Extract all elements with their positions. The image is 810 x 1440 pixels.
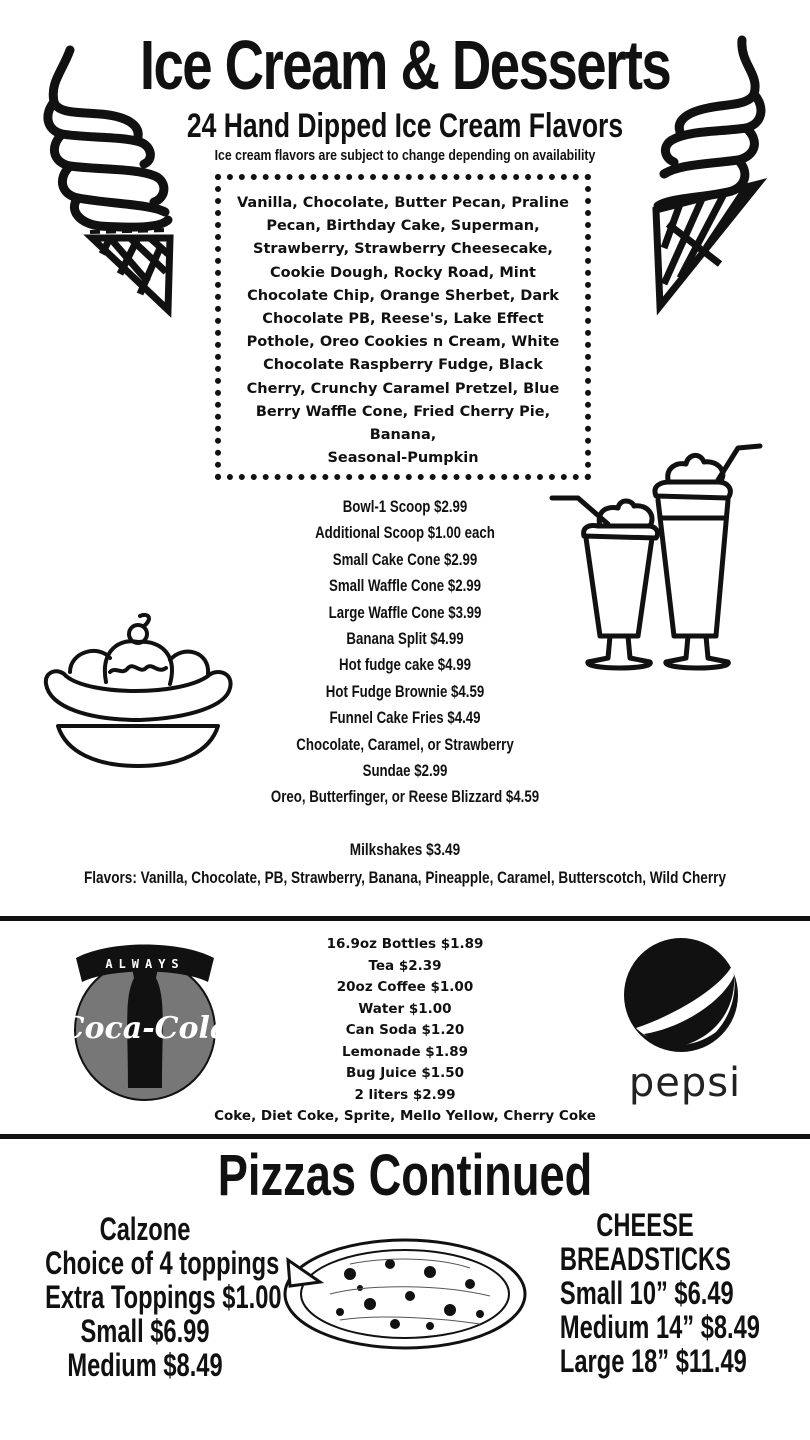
soda-brands: Coke, Diet Coke, Sprite, Mello Yellow, Cherry Coke — [214, 1108, 596, 1124]
price-item: Funnel Cake Fries $4.49 — [329, 708, 481, 728]
calzone-line: Choice of 4 toppings — [45, 1245, 280, 1281]
ice-cream-cone-icon — [40, 42, 180, 317]
price-item: Hot fudge cake $4.99 — [339, 655, 471, 675]
breadsticks-line: Medium 14” $8.49 — [559, 1309, 760, 1345]
coca-cola-script: Coca-Cola — [60, 1011, 230, 1046]
flavor-line: Chocolate Raspberry Fudge, Black — [263, 357, 543, 374]
flavor-line: Cookie Dough, Rocky Road, Mint — [269, 264, 536, 281]
calzone-line: Calzone — [99, 1211, 191, 1247]
price-item: Chocolate, Caramel, or Strawberry — [296, 734, 514, 754]
ice-cream-cone-icon — [650, 34, 775, 314]
price-item: Additional Scoop $1.00 each — [315, 523, 495, 543]
flavor-line: Banana, — [369, 427, 437, 444]
price-item: Large Waffle Cone $3.99 — [328, 602, 482, 622]
drink-item: 20oz Coffee $1.00 — [336, 979, 474, 995]
flavor-list — [231, 192, 575, 470]
flavor-line: Chocolate Chip, Orange Sherbet, Dark — [247, 287, 559, 304]
divider — [0, 1134, 810, 1139]
drink-item: Lemonade $1.89 — [341, 1043, 469, 1060]
calzone-menu — [10, 1212, 280, 1382]
flavor-line: Pecan, Birthday Cake, Superman, — [266, 218, 540, 235]
price-item: Sundae $2.99 — [362, 761, 448, 781]
calzone-line: Medium $8.49 — [67, 1347, 223, 1383]
flavor-line: Vanilla, Chocolate, Butter Pecan, Praline — [237, 195, 569, 211]
pepsi-wordmark: pepsi — [628, 1060, 742, 1106]
pizza-section-title: Pizzas Continued — [217, 1143, 593, 1208]
drink-item: 16.9oz Bottles $1.89 — [326, 936, 484, 952]
milkshake-section — [0, 836, 810, 892]
flavor-line: Seasonal-Pumpkin — [327, 450, 479, 467]
breadsticks-menu — [530, 1208, 760, 1378]
calzone-line: Small $6.99 — [80, 1313, 210, 1349]
availability-note: Ice cream flavors are subject to change depending on availability — [214, 147, 596, 164]
page-title: Ice Cream & Desserts — [139, 26, 671, 104]
drink-item: Can Soda $1.20 — [345, 1022, 465, 1038]
coca-cola-logo — [60, 938, 230, 1103]
flavor-list-box — [215, 174, 591, 480]
breadsticks-line: Small 10” $6.49 — [559, 1275, 734, 1311]
drink-item: Water $1.00 — [358, 1000, 452, 1017]
price-item: Small Waffle Cone $2.99 — [328, 576, 482, 596]
milkshake-price: Milkshakes $3.49 — [349, 840, 461, 859]
flavor-line: Strawberry, Strawberry Cheesecake, — [253, 241, 553, 258]
milkshake-flavors: Flavors: Vanilla, Chocolate, PB, Strawberry, Banana, Pineapple, Caramel, Butterscotch, Wild Cherry — [83, 868, 727, 887]
page-subtitle: 24 Hand Dipped Ice Cream Flavors — [186, 107, 624, 145]
milkshake-icon — [548, 440, 763, 680]
price-item: Oreo, Butterfinger, or Reese Blizzard $4.59 — [270, 787, 540, 807]
breadsticks-line: BREADSTICKS — [559, 1241, 731, 1277]
drink-price-list — [200, 934, 610, 1106]
drink-item: Tea $2.39 — [368, 957, 442, 974]
flavor-line: Berry Waffle Cone, Fried Cherry Pie, — [255, 403, 551, 420]
price-item: Hot Fudge Brownie $4.59 — [325, 681, 485, 701]
price-item: Bowl-1 Scoop $2.99 — [342, 497, 468, 516]
divider — [0, 916, 810, 921]
flavor-line: Pothole, Oreo Cookies n Cream, White — [246, 334, 560, 351]
coke-banner-text: ALWAYS — [105, 957, 185, 971]
banana-split-icon — [40, 610, 235, 770]
breadsticks-line: CHEESE — [596, 1207, 694, 1243]
pepsi-logo — [622, 936, 740, 1054]
price-item: Banana Split $4.99 — [346, 629, 464, 649]
calzone-line: Extra Toppings $1.00 — [45, 1279, 282, 1315]
flavor-line: Chocolate PB, Reese's, Lake Effect — [262, 311, 544, 328]
drink-item: Bug Juice $1.50 — [345, 1065, 465, 1081]
breadsticks-line: Large 18” $11.49 — [559, 1343, 747, 1379]
drink-item: 2 liters $2.99 — [354, 1086, 456, 1103]
flavor-line: Cherry, Crunchy Caramel Pretzel, Blue — [246, 380, 560, 397]
price-item: Small Cake Cone $2.99 — [332, 549, 478, 569]
pizza-icon — [280, 1234, 530, 1356]
